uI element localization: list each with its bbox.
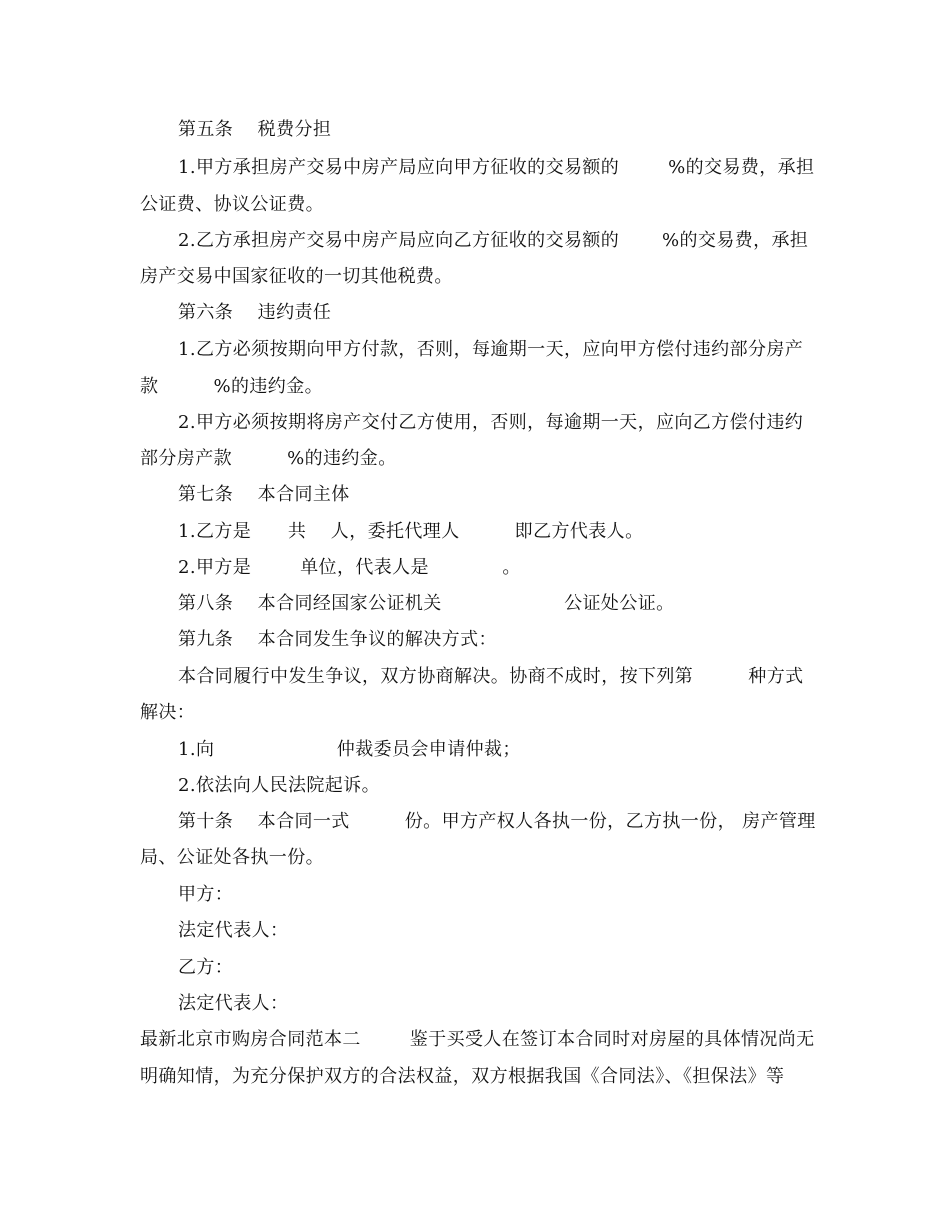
article-9-heading: 第九条 本合同发生争议的解决方式：: [178, 629, 497, 650]
article-6-clause-1-cont: 款 %的违约金。: [140, 376, 323, 397]
party-b-representative-label: 法定代表人：: [178, 993, 289, 1014]
article-7-clause-1: 1.乙方是 共 人，委托代理人 即乙方代表人。: [178, 521, 644, 542]
party-a-representative-label: 法定代表人：: [178, 920, 289, 941]
article-5-clause-1: 1.甲方承担房产交易中房产局应向甲方征收的交易额的 %的交易费，承担: [178, 157, 815, 178]
template-2-intro: 最新北京市购房合同范本二 鉴于买受人在签订本合同时对房屋的具体情况尚无: [140, 1029, 815, 1050]
article-5-clause-1-cont: 公证费、协议公证费。: [140, 194, 324, 215]
article-10-cont: 局、公证处各执一份。: [140, 847, 324, 868]
article-5-clause-2: 2.乙方承担房产交易中房产局应向乙方征收的交易额的 %的交易费，承担: [178, 230, 809, 251]
article-6-clause-2: 2.甲方必须按期将房产交付乙方使用，否则，每逾期一天，应向乙方偿付违约: [178, 412, 804, 433]
article-6-clause-2-cont: 部分房产款 %的违约金。: [140, 448, 397, 469]
party-b-label: 乙方：: [178, 957, 234, 978]
article-9-option-2: 2.依法向人民法院起诉。: [178, 775, 380, 796]
article-10: 第十条 本合同一式 份。甲方产权人各执一份，乙方执一份， 房产管理: [178, 811, 816, 832]
article-6-clause-1: 1.乙方必须按期向甲方付款，否则，每逾期一天，应向甲方偿付违约部分房产: [178, 339, 804, 360]
article-5-clause-2-cont: 房产交易中国家征收的一切其他税费。: [140, 266, 453, 287]
article-5-heading: 第五条 税费分担: [178, 119, 332, 140]
party-a-label: 甲方：: [178, 884, 234, 905]
article-6-heading: 第六条 违约责任: [178, 302, 332, 323]
article-8: 第八条 本合同经国家公证机关 公证处公证。: [178, 593, 675, 614]
template-2-intro-cont: 明确知情，为充分保护双方的合法权益，双方根据我国《合同法》、《担保法》等: [140, 1066, 785, 1087]
article-7-heading: 第七条 本合同主体: [178, 484, 350, 505]
article-9-text-cont: 解决：: [140, 702, 196, 723]
article-9-text: 本合同履行中发生争议，双方协商解决。协商不成时，按下列第 种方式: [178, 666, 804, 687]
article-7-clause-2: 2.甲方是 单位，代表人是 。: [178, 557, 521, 578]
article-9-option-1: 1.向 仲裁委员会申请仲裁；: [178, 739, 521, 760]
